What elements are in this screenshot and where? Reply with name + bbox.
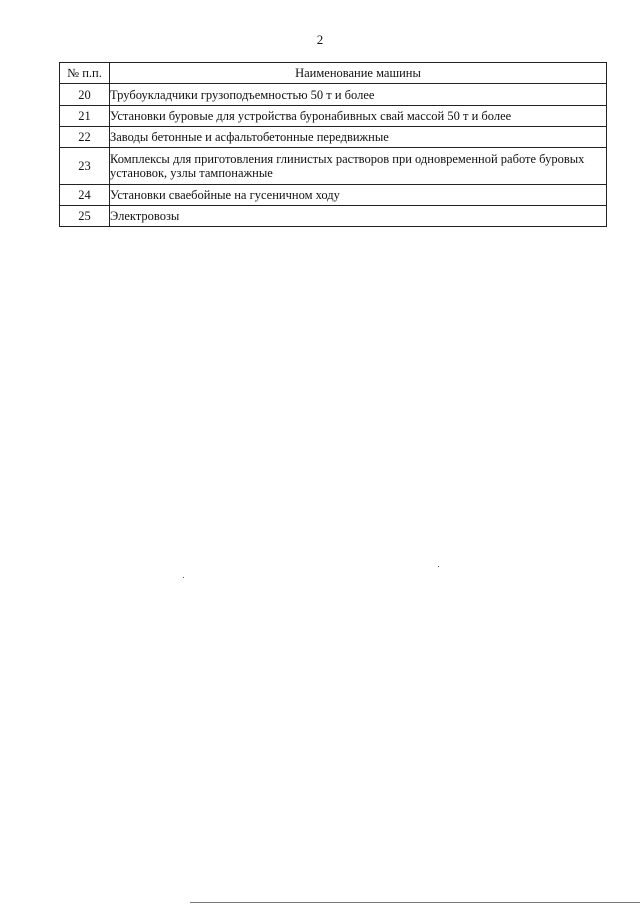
row-number-cell: 24: [60, 185, 110, 206]
table-row: [60, 106, 607, 127]
page-number: 2: [316, 32, 324, 47]
machine-name-cell: Комплексы для приготовления глинистых растворов при одновременной работе буровых установок, узлы тампонажные: [110, 148, 607, 185]
table-row: [60, 84, 607, 106]
machine-name-cell: Заводы бетонные и асфальтобетонные передвижные: [110, 127, 607, 148]
machine-name-cell: Установки буровые для устройства буронабивных свай массой 50 т и более: [110, 106, 607, 127]
table-row: [60, 148, 607, 185]
scan-speck: [183, 577, 184, 578]
row-number-cell: 23: [60, 148, 110, 185]
column-header-name: Наименование машины: [110, 63, 607, 84]
machines-table: [59, 62, 607, 227]
row-number-cell: 25: [60, 206, 110, 227]
row-number-cell: 22: [60, 127, 110, 148]
machine-name-cell: Трубоукладчики грузоподъемностью 50 т и более: [110, 84, 607, 106]
table-row: [60, 127, 607, 148]
machine-name-cell: Установки сваебойные на гусеничном ходу: [110, 185, 607, 206]
scan-edge-line: [190, 902, 640, 903]
scan-speck: [438, 566, 439, 567]
table-row: [60, 185, 607, 206]
column-header-number: № п.п.: [60, 63, 110, 84]
machine-name-cell: Электровозы: [110, 206, 607, 227]
row-number-cell: 20: [60, 84, 110, 106]
table-header-row: [60, 63, 607, 84]
table-row: [60, 206, 607, 227]
row-number-cell: 21: [60, 106, 110, 127]
